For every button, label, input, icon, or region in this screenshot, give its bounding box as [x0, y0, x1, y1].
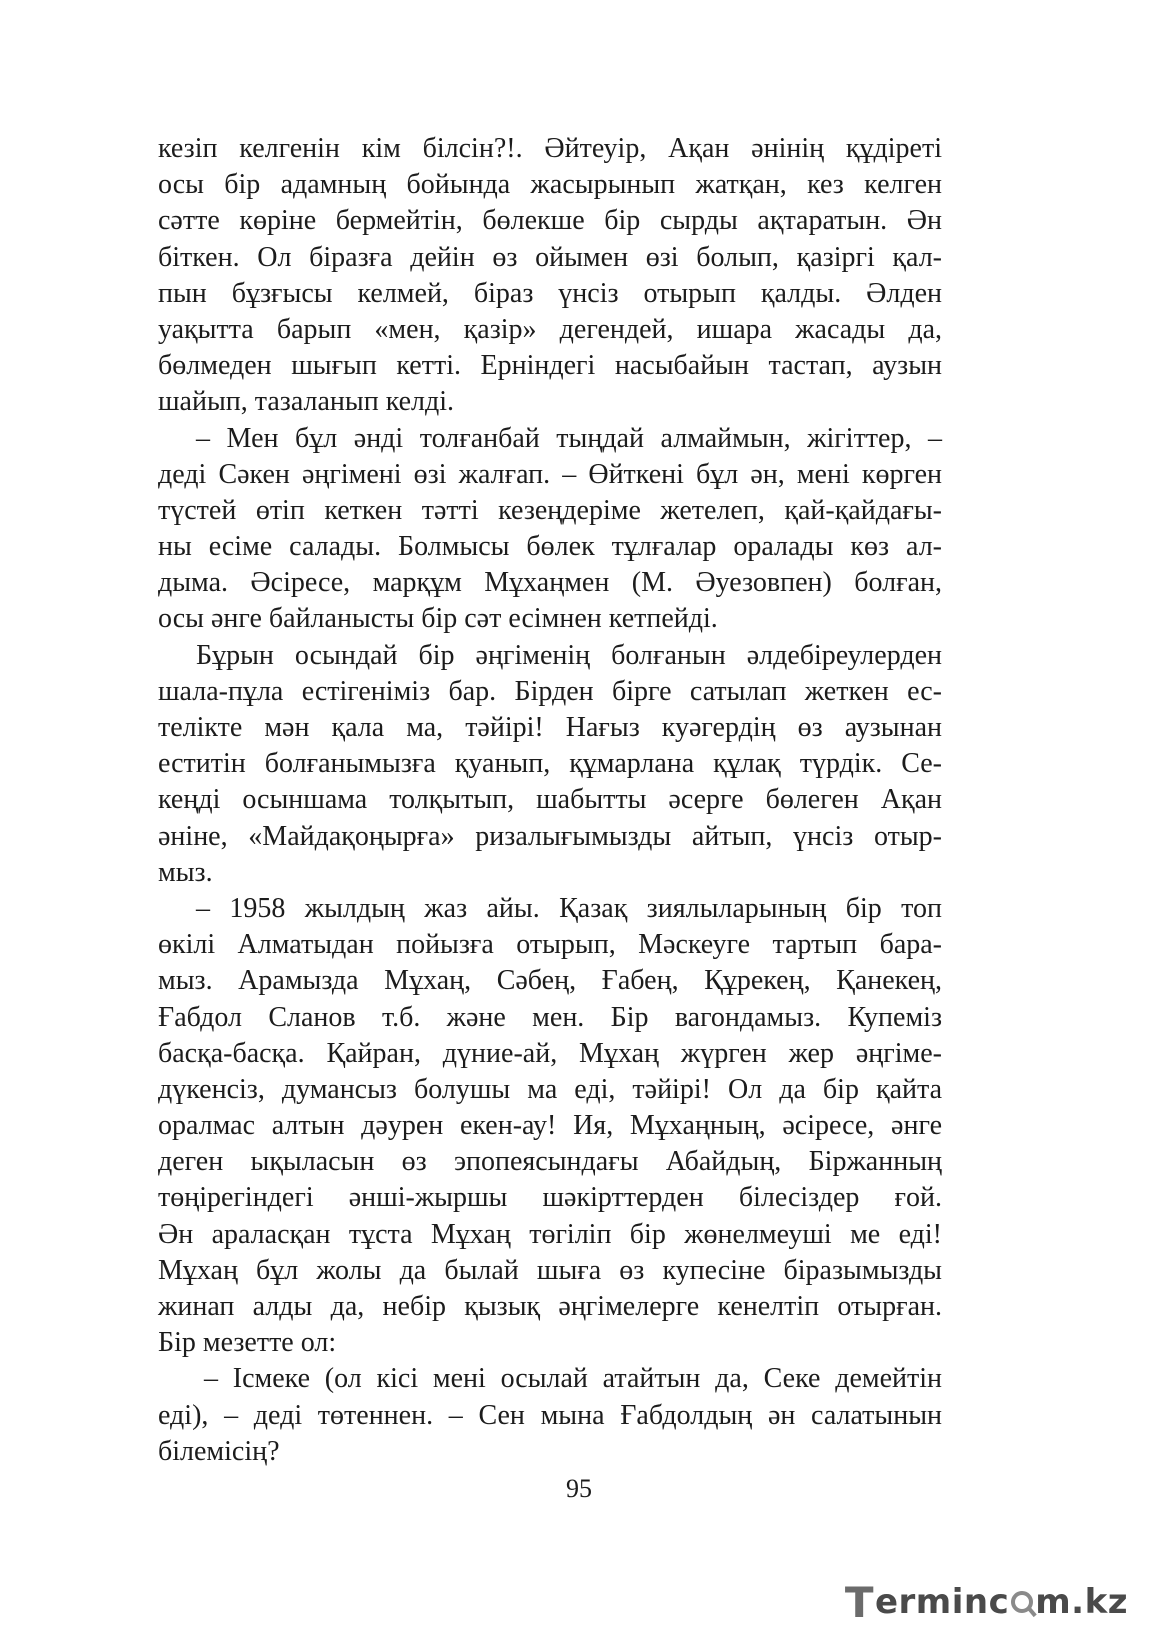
watermark-letter-t: T: [844, 1577, 874, 1627]
text-line: дыма. Әсіресе, марқұм Мұхаңмен (М. Әуезовпен) болған,: [158, 567, 942, 599]
text-line: Бір мезетте ол:: [158, 1327, 337, 1359]
text-line: білемісің?: [158, 1435, 280, 1467]
text-line: Ғабдол Сланов т.б. және мен. Бір вагондамыз. Купеміз: [158, 1001, 942, 1033]
text-line: еститін болғанымызға қуанып, құмарлана құлақ түрдік. Се-: [158, 748, 942, 780]
watermark-text-suffix: m.kz: [1035, 1582, 1128, 1622]
text-line: деді Сәкен әңгімені өзі жалғап. – Өйткені бұл ән, мені көрген: [158, 458, 942, 490]
text-line: осы бір адамның бойында жасырынып жатқан, кез келген: [158, 169, 942, 201]
text-line: – Мен бұл әнді толғанбай тыңдай алмаймын, жігіттер, –: [196, 422, 942, 454]
text-line: сәтте көріне бермейтін, бөлекше бір сырды ақтаратын. Ән: [158, 205, 942, 237]
text-line: шала-пұла естігеніміз бар. Бірден бірге сатылап жеткен ес-: [158, 675, 942, 707]
text-line: Бұрын осындай бір әңгіменің болғанын әлдебіреулерден: [196, 639, 942, 671]
page-body: [158, 131, 942, 1470]
text-line: бөлмеден шығып кетті. Ерніндегі насыбайын тастап, аузын: [158, 350, 942, 382]
text-line: уақытта барып «мен, қазір» дегендей, ишара жасады да,: [158, 313, 942, 345]
text-line: Ән араласқан тұста Мұхаң төгіліп бір жөнелмеуші ме еді!: [158, 1218, 942, 1250]
watermark-text-middle: erminc: [874, 1582, 1010, 1622]
text-line: мыз.: [158, 856, 213, 888]
magnifier-icon: [1011, 1591, 1033, 1613]
text-line: оралмас алтын дәурен екен-ау! Ия, Мұхаңның, әсіресе, әнге: [158, 1110, 942, 1142]
page-number: 95: [566, 1474, 592, 1503]
text-line: Мұхаң бұл жолы да былай шыға өз купесіне біразымызды: [158, 1254, 942, 1286]
text-line: кеңді осыншама толқытып, шабытты әсерге бөлеген Ақан: [158, 784, 942, 816]
text-line: – 1958 жылдың жаз айы. Қазақ зиялыларының бір топ: [196, 892, 942, 924]
text-line: біткен. Ол біразға дейін өз ойымен өзі болып, қазіргі қал-: [158, 241, 942, 273]
termincom-watermark-logo: [844, 1577, 1128, 1627]
text-line: еді), – деді төтеннен. – Сен мына Ғабдолдың ән салатынын: [158, 1399, 942, 1431]
text-line: дүкенсіз, думансыз болушы ма еді, тәйірі! Ол да бір қайта: [158, 1073, 942, 1105]
text-line: осы әнге байланысты бір сәт есімнен кетпейді.: [158, 603, 718, 635]
text-line: төңірегіндегі әнші-жыршы шәкірттерден білесіздер ғой.: [158, 1182, 942, 1214]
text-line: деген ықыласын өз эпопеясындағы Абайдың, Біржанның: [158, 1146, 942, 1178]
text-line: жинап алды да, небір қызық әңгімелерге кенелтіп отырған.: [158, 1291, 942, 1322]
text-line: кезіп келгенін кім білсін?!. Әйтеуір, Ақан әнінің құдіреті: [158, 133, 942, 164]
text-line: шайып, тазаланып келді.: [158, 386, 455, 418]
text-line: өкілі Алматыдан пойызға отырып, Мәскеуге тартып бара-: [158, 929, 942, 961]
text-line: – Ісмеке (ол кісі мені осылай атайтын да, Секе демейтін: [204, 1363, 942, 1395]
text-line: ны есіме салады. Болмысы бөлек тұлғалар оралады көз ал-: [158, 531, 942, 563]
text-line: мыз. Арамызда Мұхаң, Сәбең, Ғабең, Құрекең, Қанекең,: [158, 965, 942, 997]
text-line: телікте мән қала ма, тәйірі! Нағыз куәгердің өз аузынан: [158, 712, 942, 743]
text-line: әніне, «Майдақоңырға» ризалығымызды айтып, үнсіз отыр-: [158, 820, 942, 852]
text-line: пын бұзғысы келмей, біраз үнсіз отырып қалды. Әлден: [158, 277, 942, 309]
text-line: түстей өтіп кеткен тәтті кезеңдеріме жетелеп, қай-қайдағы-: [158, 494, 942, 526]
text-line: басқа-басқа. Қайран, дүние-ай, Мұхаң жүрген жер әңгіме-: [158, 1037, 942, 1069]
